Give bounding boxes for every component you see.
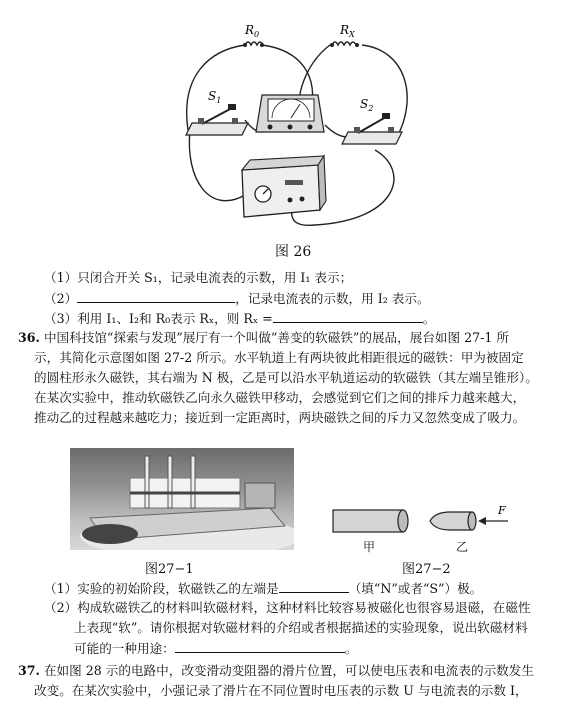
q36-number: 36. [18, 330, 40, 345]
figure-27-2-caption: 图27−2 [402, 562, 451, 577]
magnet-yi-label: 乙 [456, 540, 469, 554]
ammeter-icon [256, 95, 324, 132]
magnet-jia-label: 甲 [363, 540, 376, 554]
q36-sub-2-line-3-prefix: 可能的一种用途： [74, 641, 175, 656]
q35-step-3-prefix: （3）利用 I₁、I₂和 R₀表示 Rₓ，则 Rₓ = [44, 311, 273, 326]
q36-paragraph-line-2: 示，其简化示意图如图 27-2 所示。水平轨道上有两块彼此相距很远的磁铁：甲为被固定 [34, 350, 524, 365]
q35-step-3-blank[interactable] [273, 310, 423, 323]
q36-paragraph-line-5: 推动乙的过程越来越吃力；接近到一定距离时，两块磁铁之间的斥力又忽然变成了吸力。 [34, 410, 526, 425]
q36-paragraph-line-4: 在某次实验中，推动软磁铁乙向永久磁铁甲移动，会感觉到它们之间的排斥力越来越大， [34, 390, 526, 405]
figure-27-1-caption: 图27−1 [145, 562, 194, 577]
q36-sub-1-blank[interactable] [279, 580, 349, 593]
q35-step-3-suffix: 。 [422, 311, 436, 326]
q35-step-3 [44, 310, 435, 327]
q37-number: 37. [18, 663, 40, 678]
q36-sub-2-line-3 [74, 640, 357, 657]
circuit-diagram-figure-26 [150, 20, 450, 235]
q36-sub-1 [44, 580, 482, 597]
resistor-r0-icon [243, 42, 264, 47]
switch-s2-icon [342, 113, 402, 144]
rx-label: $R_X$ [340, 23, 355, 39]
soft-magnet-yi-icon [430, 512, 476, 530]
q36-sub-2-line-2: 上表现“软”。请你根据对软磁材料的介绍或者根据描述的实验现象，说出软磁材料 [74, 620, 528, 635]
switch-s1-icon [186, 104, 248, 135]
q36-sub-1-prefix: （1）实验的初始阶段，软磁铁乙的左端是 [44, 581, 279, 596]
q36-paragraph-line-1 [18, 330, 509, 346]
s2-label: $S_2$ [360, 97, 374, 113]
q37-text-1: 在如图 28 示的电路中，改变滑动变阻器的滑片位置，可以使电压表和电流表的示数发生 [43, 663, 534, 678]
q36-sub-1-suffix: （填“N”或者“S”）极。 [348, 581, 483, 596]
force-arrow-icon [478, 517, 508, 525]
q36-sub-2-line-1: （2）构成软磁铁乙的材料叫软磁材料，这种材料比较容易被磁化也很容易退磁，在磁性 [44, 600, 531, 615]
q35-step-2 [44, 290, 430, 307]
q35-step-2-blank[interactable] [77, 290, 235, 303]
magnets-diagram-figure-27-2 [330, 500, 520, 545]
power-supply-icon [242, 156, 326, 217]
q37-paragraph-line-2: 改变。在某次实验中，小强记录了滑片在不同位置时电压表的示数 U 与电流表的示数 I， [34, 683, 528, 698]
q37-paragraph-line-1 [18, 663, 534, 679]
q35-step-2-suffix: ，记录电流表的示数，用 I₂ 表示。 [235, 291, 430, 306]
permanent-magnet-jia-icon [333, 510, 408, 532]
r0-label: $R_0$ [245, 23, 260, 39]
force-label: F [498, 504, 506, 517]
q36-sub-2-line-3-suffix: 。 [344, 641, 358, 656]
q35-step-1: （1）只闭合开关 S₁，记录电流表的示数，用 I₁ 表示； [44, 270, 353, 285]
q35-step-2-prefix: （2） [44, 291, 78, 306]
q36-text-1: 中国科技馆“探索与发现”展厅有一个叫做“善变的软磁铁”的展品，展台如图 27-1 所 [43, 330, 509, 345]
q36-sub-2-blank[interactable] [175, 640, 345, 653]
q36-paragraph-line-3: 的圆柱形永久磁铁，其右端为 N 极，乙是可以沿水平轨道运动的软磁铁（其左端呈锥形）。 [34, 370, 538, 385]
resistor-rx-icon [330, 42, 359, 47]
figure-26-caption: 图 26 [275, 244, 312, 260]
s1-label: $S_1$ [208, 89, 222, 105]
exhibit-photo-figure-27-1 [70, 448, 294, 550]
